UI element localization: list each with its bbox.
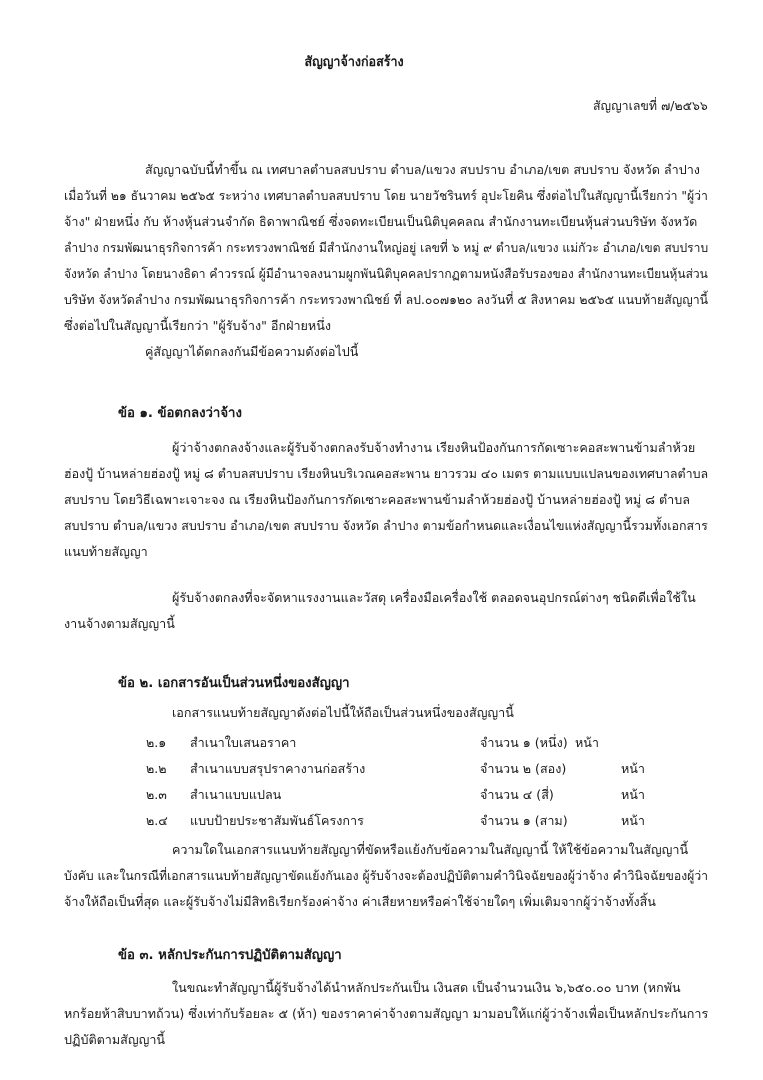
clause2-line: บังคับ และในกรณีที่เอกสารแนบท้ายสัญญาขัดแย้งกันเอง ผู้รับจ้างจะต้องปฏิบัติตามคำวินิจฉัยของผู้ว่าจ้าง คำวินิจฉัยของผู้ว่า — [64, 868, 709, 883]
clause1-line: ผู้รับจ้างตกลงที่จะจัดหาแรงงานและวัสดุ เครื่องมือเครื่องใช้ ตลอดจนอุปกรณ์ต่างๆ ชนิดดีเพื่อใช้ใน — [172, 590, 696, 605]
agreed-line: คู่สัญญาได้ตกลงกันมีข้อความดังต่อไปนี้ — [145, 344, 359, 359]
preamble-line: จ้าง" ฝ่ายหนึ่ง กับ ห้างหุ้นส่วนจำกัด ธิดาพาณิชย์ ซึ่งจดทะเบียนเป็นนิติบุคคลณ สำนักงานทะเบียนหุ้นส่วนบริษัท จังหวัด — [64, 214, 698, 229]
attachment-name: สำเนาใบเสนอราคา — [190, 735, 297, 750]
preamble-line: ซึ่งต่อไปในสัญญานี้เรียกว่า "ผู้รับจ้าง" อีกฝ่ายหนึ่ง — [64, 318, 331, 333]
clause2-line: ความใดในเอกสารแนบท้ายสัญญาที่ขัดหรือแย้งกับข้อความในสัญญานี้ ให้ใช้ข้อความในสัญญานี้ — [172, 842, 689, 857]
preamble-line: จังหวัด ลำปาง โดยนางธิดา คำวรรณ์ ผู้มีอำนาจลงนามผูกพันนิติบุคคลปรากฏตามหนังสือรับรองของ สำนักงานทะเบียนหุ้นส่วน — [64, 266, 708, 281]
attachment-unit: หน้า — [621, 761, 645, 776]
preamble-line: ลำปาง กรมพัฒนาธุรกิจการค้า กระทรวงพาณิชย์ มีสำนักงานใหญ่อยู่ เลขที่ ๖ หมู่ ๙ ตำบล/แขวง แม่กัวะ อำเภอ/เขต สบปราบ — [64, 240, 709, 255]
attachment-amount: จำนวน ๒ (สอง) — [480, 761, 567, 776]
attachment-unit: หน้า — [621, 813, 645, 828]
contract-number: สัญญาเลขที่ ๗/๒๕๖๖ — [593, 98, 709, 113]
clause1-heading: ข้อ ๑. ข้อตกลงว่าจ้าง — [118, 406, 242, 421]
clause3-heading: ข้อ ๓. หลักประกันการปฏิบัติตามสัญญา — [118, 948, 342, 963]
attachment-amount: จำนวน ๔ (สี่) — [480, 787, 554, 802]
attachment-amount: จำนวน ๑ (หนึ่ง) — [480, 735, 568, 750]
clause2-intro: เอกสารแนบท้ายสัญญาดังต่อไปนี้ให้ถือเป็นส่วนหนึ่งของสัญญานี้ — [172, 705, 514, 720]
clause2-heading: ข้อ ๒. เอกสารอันเป็นส่วนหนึ่งของสัญญา — [118, 676, 350, 691]
attachment-unit: หน้า — [575, 735, 599, 750]
preamble-line: สัญญาฉบับนี้ทำขึ้น ณ เทศบาลตำบลสบปราบ ตำบล/แขวง สบปราบ อำเภอ/เขต สบปราบ จังหวัด ลำปาง — [145, 162, 700, 177]
clause1-line: งานจ้างตามสัญญานี้ — [64, 616, 175, 631]
clause1-line: แนบท้ายสัญญา — [64, 544, 148, 559]
preamble-line: บริษัท จังหวัดลำปาง กรมพัฒนาธุรกิจการค้า กระทรวงพาณิชย์ ที่ ลป.๐๐๗๑๒๐ ลงวันที่ ๕ สิงหาคม ๒๕๖๕ แนบท้ายสัญญานี้ — [64, 292, 709, 307]
attachment-name: สำเนาแบบสรุปราคางานก่อสร้าง — [190, 761, 366, 776]
attachment-no: ๒.๑ — [146, 735, 167, 750]
clause3-line: ในขณะทำสัญญานี้ผู้รับจ้างได้นำหลักประกันเป็น เงินสด เป็นจำนวนเงิน ๖,๖๕๐.๐๐ บาท (หกพัน — [172, 980, 681, 995]
attachment-name: แบบป้ายประชาสัมพันธ์โครงการ — [190, 813, 364, 828]
clause3-line: ปฏิบัติตามสัญญานี้ — [64, 1032, 166, 1047]
clause2-line: จ้างให้ถือเป็นที่สุด และผู้รับจ้างไม่มีสิทธิเรียกร้องค่าจ้าง ค่าเสียหายหรือค่าใช้จ่ายใดๆ เพิ่มเติมจากผู้ว่าจ้างทั้งสิ้น — [64, 894, 656, 909]
attachment-amount: จำนวน ๑ (สาม) — [480, 813, 568, 828]
attachment-no: ๒.๔ — [146, 813, 168, 828]
clause1-line: สบปราบ โดยวิธีเฉพาะเจาะจง ณ เรียงหินป้องกันการกัดเซาะคอสะพานข้ามลำห้วยฮ่องปู้ บ้านหล่ายฮ่องปู้ หมู่ ๘ ตำบล — [64, 492, 690, 507]
attachment-name: สำเนาแบบแปลน — [190, 787, 282, 802]
attachment-no: ๒.๒ — [146, 761, 167, 776]
attachment-unit: หน้า — [621, 787, 645, 802]
clause1-line: สบปราบ ตำบล/แขวง สบปราบ อำเภอ/เขต สบปราบ จังหวัด ลำปาง ตามข้อกำหนดและเงื่อนไขแห่งสัญญานี้รวมทั้งเอกสาร — [64, 518, 708, 533]
preamble-line: เมื่อวันที่ ๒๑ ธันวาคม ๒๕๖๕ ระหว่าง เทศบาลตำบลสบปราบ โดย นายวัชรินทร์ อุปะโยคิน ซึ่งต่อไปในสัญญานี้เรียกว่า "ผู้ว่า — [64, 188, 708, 203]
clause1-line: ฮ่องปู้ บ้านหล่ายฮ่องปู้ หมู่ ๘ ตำบลสบปราบ เรียงหินบริเวณคอสะพาน ยาวรวม ๔๐ เมตร ตามแบบแปลนของเทศบาลตำบล — [64, 466, 709, 481]
attachment-no: ๒.๓ — [146, 787, 167, 802]
clause1-line: ผู้ว่าจ้างตกลงจ้างและผู้รับจ้างตกลงรับจ้างทำงาน เรียงหินป้องกันการกัดเซาะคอสะพานข้ามลำห้วย — [172, 440, 696, 455]
clause3-line: หกร้อยห้าสิบบาทถ้วน) ซึ่งเท่ากับร้อยละ ๕ (ห้า) ของราคาค่าจ้างตามสัญญา มามอบให้แก่ผู้ว่าจ้างเพื่อเป็นหลักประกันการ — [64, 1006, 709, 1021]
document-title: สัญญาจ้างก่อสร้าง — [304, 54, 404, 70]
